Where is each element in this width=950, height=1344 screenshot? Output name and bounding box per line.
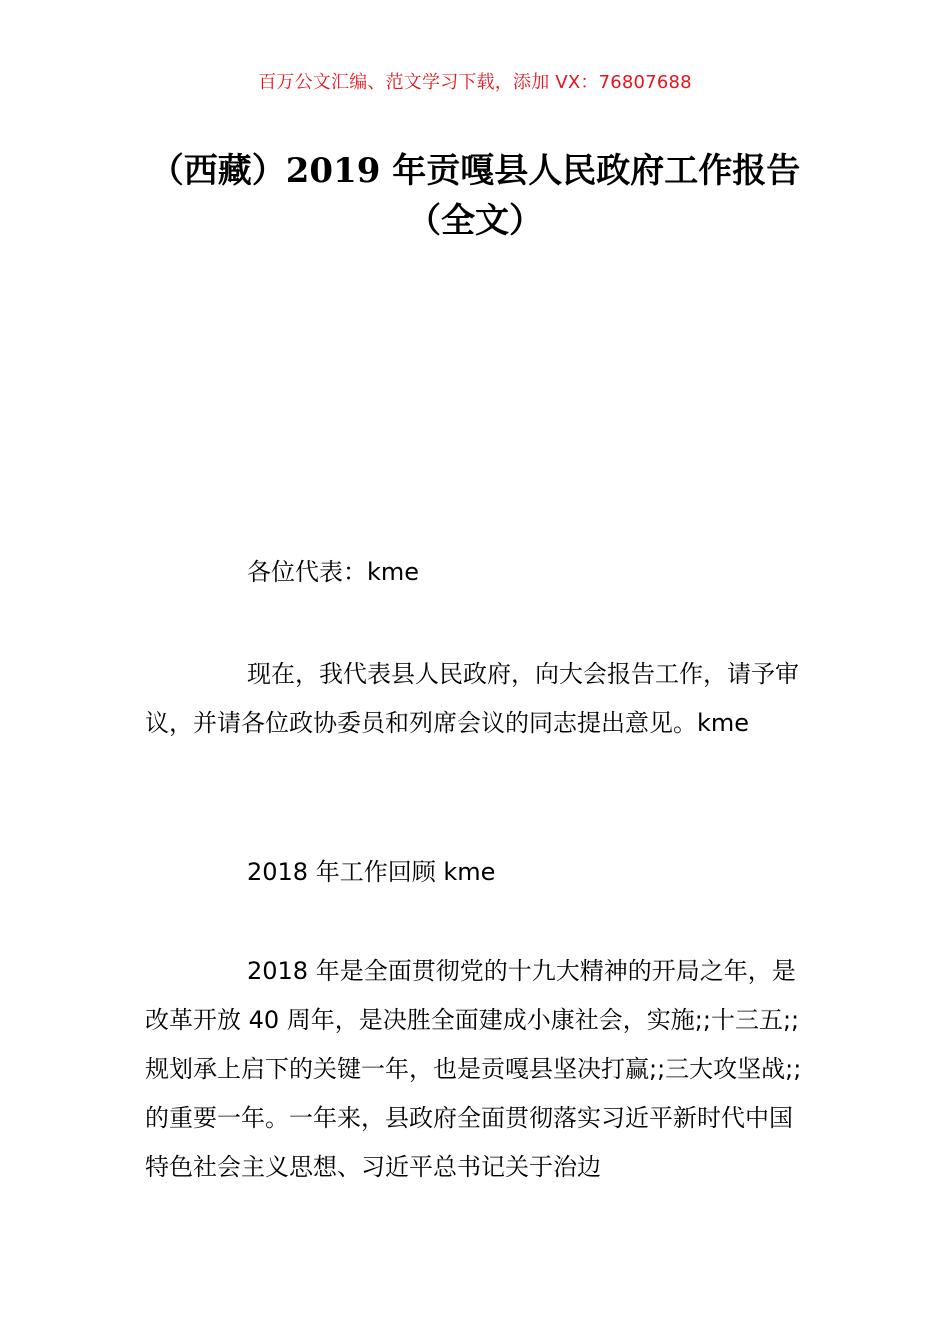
header-note: 百万公文汇编、范文学习下载，添加 VX：76807688 — [258, 72, 692, 93]
salutation-paragraph: 各位代表：kme — [247, 558, 420, 586]
review-paragraph: 2018 年是全面贯彻党的十九大精神的开局之年，是改革开放 40 周年，是决胜全面建成小康社会，实施;;十三五;;规划承上启下的关键一年，也是贡嘎县坚决打赢;;三大攻坚战;;的重要一年。一年来，县政府全面贯彻落实习近平新时代中国特色社会主义思想、习近平总书记关于治边 — [145, 957, 802, 1181]
section-heading: 2018 年工作回顾 kme — [247, 858, 496, 886]
intro-paragraph: 现在，我代表县人民政府，向大会报告工作，请予审议，并请各位政协委员和列席会议的同志提出意见。kme — [145, 660, 799, 737]
document-title: （西藏）2019 年贡嘎县人民政府工作报告（全文） — [149, 151, 801, 241]
